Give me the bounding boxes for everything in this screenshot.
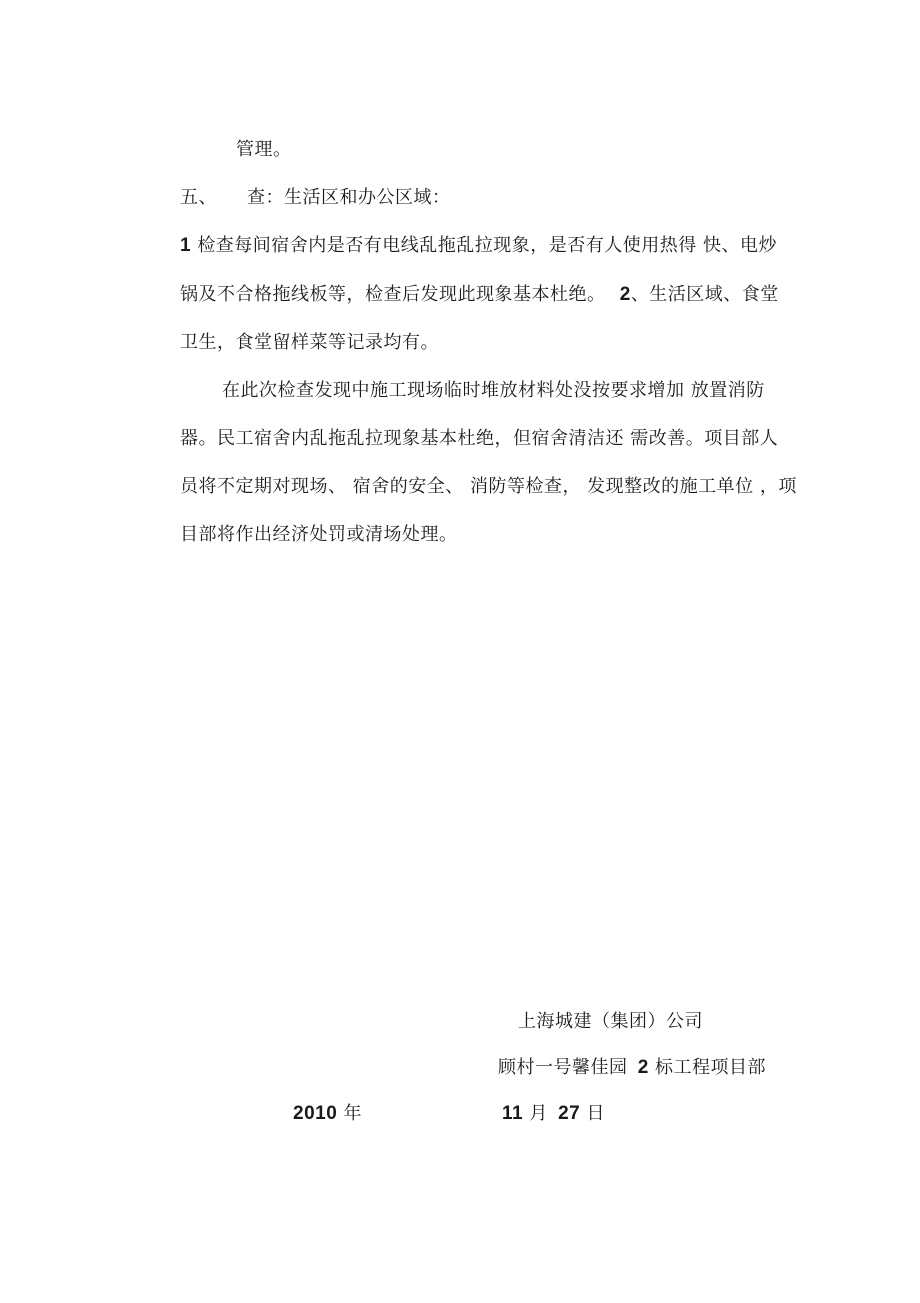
signature-project	[498, 1056, 766, 1080]
month-number: 11	[502, 1103, 524, 1124]
section-title: 查：生活区和办公区域：	[247, 187, 451, 208]
project-number: 2	[637, 1057, 649, 1078]
paragraph-2-line-4: 目部将作出经济处罚或清场处理。	[180, 524, 458, 545]
paragraph-1-line-1	[180, 234, 777, 258]
paragraph-2-line-1: 在此次检查发现中施工现场临时堆放材料处没按要求增加 放置消防	[222, 380, 765, 401]
day-unit: 日	[586, 1103, 605, 1124]
project-name: 顾村一号馨佳园	[498, 1057, 628, 1078]
paragraph-1-line-2	[180, 283, 779, 307]
signature-company: 上海城建（集团）公司	[518, 1011, 703, 1032]
paragraph-2-line-2: 器。民工宿舍内乱拖乱拉现象基本杜绝，但宿舍清洁还 需改善。项目部人	[180, 428, 779, 449]
signature-date	[502, 1102, 605, 1126]
section-heading	[180, 186, 451, 210]
month-unit: 月	[529, 1103, 548, 1124]
item-number: 1	[180, 235, 192, 256]
year-unit: 年	[343, 1103, 363, 1124]
project-dept: 标工程项目部	[655, 1057, 767, 1078]
year-number: 2010	[293, 1103, 338, 1124]
item-text: 锅及不合格拖线板等，检查后发现此现象基本杜绝。	[180, 284, 606, 305]
item-text: 检查每间宿舍内是否有电线乱拖乱拉现象，是否有人使用热得 快、电炒	[197, 235, 778, 256]
paragraph-2-line-3: 员将不定期对现场、 宿舍的安全、 消防等检查， 发现整改的施工单位 ，项	[180, 476, 797, 497]
signature-year	[293, 1102, 362, 1126]
section-number: 五、	[180, 187, 217, 208]
item-number: 2	[619, 284, 631, 305]
continuation-text: 管理。	[236, 139, 292, 160]
paragraph-1-line-3: 卫生，食堂留样菜等记录均有。	[180, 332, 439, 353]
day-number: 27	[558, 1103, 581, 1124]
item-text: 、生活区域、食堂	[630, 284, 779, 305]
